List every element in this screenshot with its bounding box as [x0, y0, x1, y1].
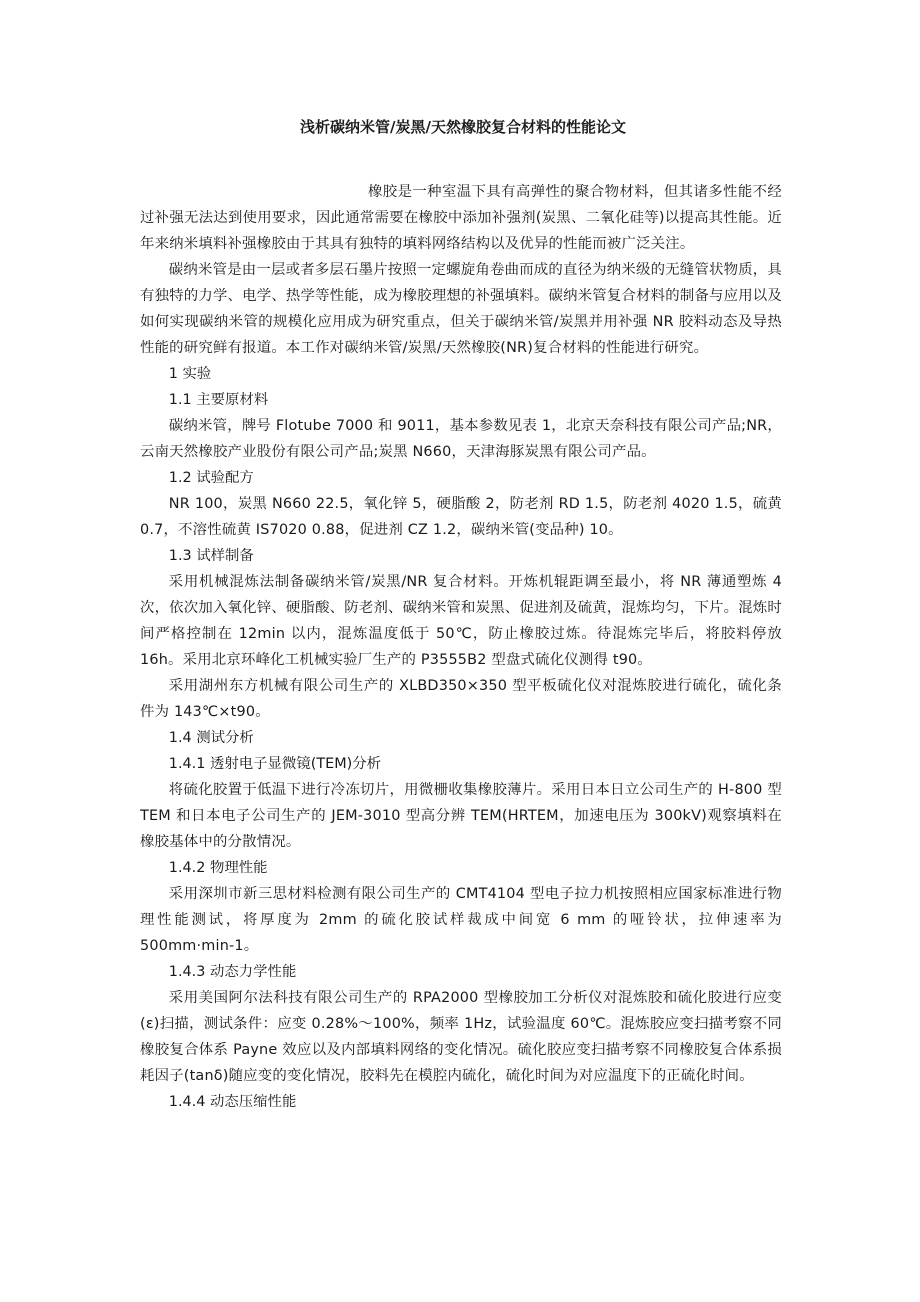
section-heading-1-1: 1.1 主要原材料	[168, 392, 269, 408]
intro-paragraph: 橡胶是一种室温下具有高弹性的聚合物材料，但其诸多性能不经过补强无法达到使用要求，因此通常需要在橡胶中添加补强剂(炭黑、二氧化硅等)以提高其性能。近年来纳米填料补强橡胶由于其具有独特的填料网络结构以及优异的性能而被广泛关注。	[140, 184, 782, 252]
section-heading-1-4-1: 1.4.1 透射电子显微镜(TEM)分析	[168, 756, 382, 772]
paragraph-materials: 碳纳米管，牌号 Flotube 7000 和 9011，基本参数见表 1，北京天奈科技有限公司产品;NR，云南天然橡胶产业股份有限公司产品;炭黑 N660，天津海豚炭黑有限公司产品。	[140, 418, 782, 460]
paragraph-vulcanization: 采用湖州东方机械有限公司生产的 XLBD350×350 型平板硫化仪对混炼胶进行硫化，硫化条件为 143℃×t90。	[140, 678, 782, 720]
paragraph-sample-prep: 采用机械混炼法制备碳纳米管/炭黑/NR 复合材料。开炼机辊距调至最小，将 NR 薄通塑炼 4 次，依次加入氧化锌、硬脂酸、防老剂、碳纳米管和炭黑、促进剂及硫黄，混炼均匀，下片。混炼时间严格控制在 12min 以内，混炼温度低于 50℃，防止橡胶过炼。待混炼完毕后，将胶料停放 16h。采用北京环峰化工机械实验厂生产的 P3555B2 型盘式硫化仪测得 t90。	[140, 574, 782, 668]
section-heading-1-2: 1.2 试验配方	[168, 470, 254, 486]
paragraph-physical-properties: 采用深圳市新三思材料检测有限公司生产的 CMT4104 型电子拉力机按照相应国家标准进行物理性能测试，将厚度为 2mm 的硫化胶试样裁成中间宽 6 mm 的哑铃状，拉伸速率为 500mm·min-1。	[140, 886, 782, 954]
document-title: 浅析碳纳米管/炭黑/天然橡胶复合材料的性能论文	[300, 118, 626, 136]
paragraph-formula: NR 100，炭黑 N660 22.5，氧化锌 5，硬脂酸 2，防老剂 RD 1.5，防老剂 4020 1.5，硫黄 0.7，不溶性硫黄 IS7020 0.88，促进剂 CZ 1.2，碳纳米管(变品种) 10。	[140, 496, 782, 538]
section-heading-1-4: 1.4 测试分析	[168, 730, 254, 746]
paragraph-dynamic-mechanical: 采用美国阿尔法科技有限公司生产的 RPA2000 型橡胶加工分析仪对混炼胶和硫化胶进行应变(ε)扫描，测试条件：应变 0.28%～100%，频率 1Hz，试验温度 60℃。混炼胶应变扫描考察不同橡胶复合体系 Payne 效应以及内部填料网络的变化情况。硫化胶应变扫描考察不同橡胶复合体系损耗因子(tanδ)随应变的变化情况，胶料先在模腔内硫化，硫化时间为对应温度下的正硫化时间。	[140, 990, 782, 1084]
section-heading-1-4-2: 1.4.2 物理性能	[168, 860, 268, 876]
section-heading-1: 1 实验	[168, 366, 212, 382]
section-heading-1-4-4: 1.4.4 动态压缩性能	[168, 1094, 297, 1110]
section-heading-1-3: 1.3 试样制备	[168, 548, 254, 564]
paragraph-tem: 将硫化胶置于低温下进行冷冻切片，用微栅收集橡胶薄片。采用日本日立公司生产的 H-800 型 TEM 和日本电子公司生产的 JEM-3010 型高分辨 TEM(HRTEM，加速电压为 300kV)观察填料在橡胶基体中的分散情况。	[140, 782, 782, 850]
section-heading-1-4-3: 1.4.3 动态力学性能	[168, 964, 297, 980]
paragraph-cnt-background: 碳纳米管是由一层或者多层石墨片按照一定螺旋角卷曲而成的直径为纳米级的无缝管状物质，具有独特的力学、电学、热学等性能，成为橡胶理想的补强填料。碳纳米管复合材料的制备与应用以及如何实现碳纳米管的规模化应用成为研究重点，但关于碳纳米管/炭黑并用补强 NR 胶料动态及导热性能的研究鲜有报道。本工作对碳纳米管/炭黑/天然橡胶(NR)复合材料的性能进行研究。	[140, 262, 782, 356]
